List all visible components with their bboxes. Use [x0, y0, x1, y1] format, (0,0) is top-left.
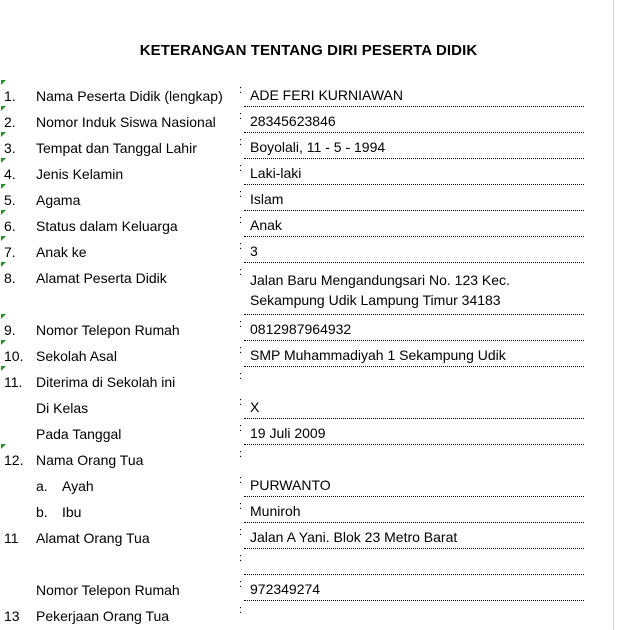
row-number: 2. — [4, 114, 16, 130]
colon: : — [239, 162, 243, 174]
row-number: 6. — [4, 218, 16, 234]
cell-marker-icon — [1, 366, 6, 371]
row-number: 4. — [4, 166, 16, 182]
colon: : — [239, 266, 243, 278]
cell-marker-icon — [1, 262, 6, 267]
colon: : — [239, 318, 243, 330]
colon: : — [239, 604, 243, 616]
field-value: PURWANTO — [250, 477, 331, 493]
field-label: Di Kelas — [36, 400, 89, 416]
field-label: Anak ke — [36, 244, 87, 260]
field-label: Status dalam Keluarga — [36, 218, 178, 234]
field-label: Sekolah Asal — [36, 348, 117, 364]
cell-marker-icon — [1, 444, 6, 449]
field-value: SMP Muhammadiyah 1 Sekampung Udik — [250, 347, 506, 363]
row-ayah — [0, 472, 613, 498]
row-pekerjaan-orang-tua — [0, 602, 613, 628]
cell-marker-icon — [1, 340, 6, 345]
colon: : — [239, 188, 243, 200]
field-label: Ayah — [62, 478, 94, 494]
row-number: 9. — [4, 322, 16, 338]
field-label: Tempat dan Tanggal Lahir — [36, 140, 197, 156]
row-telepon-rumah — [0, 316, 613, 342]
field-label: Alamat Orang Tua — [36, 530, 150, 546]
field-value: Muniroh — [250, 503, 301, 519]
row-number: 13 — [4, 608, 20, 624]
colon: : — [239, 500, 243, 512]
cell-marker-icon — [1, 184, 6, 189]
row-diterima — [0, 368, 613, 394]
field-label: Pekerjaan Orang Tua — [36, 608, 170, 624]
dotted-line — [244, 132, 584, 133]
field-label: Nomor Telepon Rumah — [36, 322, 180, 338]
dotted-line — [244, 184, 584, 185]
colon: : — [239, 344, 243, 356]
row-anak-ke — [0, 238, 613, 264]
row-nisn — [0, 108, 613, 134]
dotted-line — [244, 496, 584, 497]
field-label: Diterima di Sekolah ini — [36, 374, 176, 390]
dotted-line — [244, 600, 584, 601]
dotted-line — [244, 418, 584, 419]
colon: : — [239, 422, 243, 434]
colon: : — [239, 578, 243, 590]
cell-marker-icon — [1, 106, 6, 111]
row-number: 5. — [4, 192, 16, 208]
dotted-line — [244, 340, 584, 341]
field-label: Pada Tanggal — [36, 426, 122, 442]
dotted-line — [244, 236, 584, 237]
row-number: 3. — [4, 140, 16, 156]
cell-marker-icon — [1, 132, 6, 137]
row-di-kelas — [0, 394, 613, 420]
row-alamat-orang-tua — [0, 524, 613, 550]
cell-marker-icon — [1, 314, 6, 319]
colon: : — [239, 474, 243, 486]
field-value: X — [250, 399, 260, 415]
field-value: 972349274 — [250, 581, 321, 597]
row-ibu — [0, 498, 613, 524]
sub-letter: b. — [36, 504, 48, 520]
dotted-line — [244, 210, 584, 211]
row-telepon-orang-tua — [0, 576, 613, 602]
cell-marker-icon — [1, 158, 6, 163]
dotted-line — [244, 574, 584, 575]
row-agama — [0, 186, 613, 212]
cell-marker-icon — [1, 80, 6, 85]
row-number: 10. — [4, 348, 24, 364]
dotted-line — [244, 106, 584, 107]
colon: : — [239, 84, 243, 96]
row-nama-peserta — [0, 82, 613, 108]
field-value: 19 Juli 2009 — [250, 425, 326, 441]
row-number: 8. — [4, 270, 16, 286]
field-label: Nomor Induk Siswa Nasional — [36, 114, 216, 130]
row-jenis-kelamin — [0, 160, 613, 186]
page-edge-line — [613, 0, 614, 630]
row-number: 11 — [4, 530, 19, 546]
field-value: Anak — [250, 217, 282, 233]
row-sekolah-asal — [0, 342, 613, 368]
colon: : — [239, 214, 243, 226]
colon: : — [239, 396, 243, 408]
row-status-keluarga — [0, 212, 613, 238]
document-title: KETERANGAN TENTANG DIRI PESERTA DIDIK — [139, 42, 478, 59]
row-alamat-lanjutan — [0, 550, 613, 576]
dotted-line — [244, 314, 584, 315]
field-value: Jalan A Yani. Blok 23 Metro Barat — [250, 529, 458, 545]
row-number: 11. — [4, 374, 23, 390]
field-value: 0812987964932 — [250, 321, 352, 337]
row-pada-tanggal — [0, 420, 613, 446]
row-number: 1. — [4, 88, 16, 104]
dotted-line — [244, 522, 584, 523]
field-label: Nama Peserta Didik (lengkap) — [36, 88, 223, 104]
field-label: Nama Orang Tua — [36, 452, 144, 468]
field-label: Agama — [36, 192, 81, 208]
row-ttl — [0, 134, 613, 160]
field-value-line2: Sekampung Udik Lampung Timur 34183 — [250, 292, 501, 308]
colon: : — [239, 370, 243, 382]
field-value: Laki-laki — [250, 165, 302, 181]
dotted-line — [244, 548, 584, 549]
colon: : — [239, 136, 243, 148]
field-value-line1: Jalan Baru Mengandungsari No. 123 Kec. — [250, 272, 510, 288]
colon: : — [239, 240, 243, 252]
cell-marker-icon — [1, 210, 6, 215]
field-value: 3 — [250, 243, 258, 259]
field-label: Alamat Peserta Didik — [36, 270, 167, 286]
field-label: Nomor Telepon Rumah — [36, 582, 180, 598]
dotted-line — [244, 158, 584, 159]
field-value: Boyolali, 11 - 5 - 1994 — [250, 139, 386, 155]
field-label: Ibu — [62, 504, 82, 520]
colon: : — [239, 526, 243, 538]
row-alamat-peserta — [0, 264, 613, 316]
colon: : — [239, 448, 243, 460]
row-nama-orang-tua — [0, 446, 613, 472]
colon: : — [239, 552, 243, 564]
dotted-line — [244, 444, 584, 445]
cell-marker-icon — [1, 236, 6, 241]
field-label: Jenis Kelamin — [36, 166, 124, 182]
field-value: 28345623846 — [250, 113, 336, 129]
dotted-line — [244, 366, 584, 367]
dotted-line — [244, 262, 584, 263]
row-number: 7. — [4, 244, 16, 260]
field-value: ADE FERI KURNIAWAN — [250, 87, 403, 103]
field-value: Islam — [250, 191, 284, 207]
row-number: 12. — [4, 452, 24, 468]
sub-letter: a. — [36, 478, 48, 494]
colon: : — [239, 110, 243, 122]
